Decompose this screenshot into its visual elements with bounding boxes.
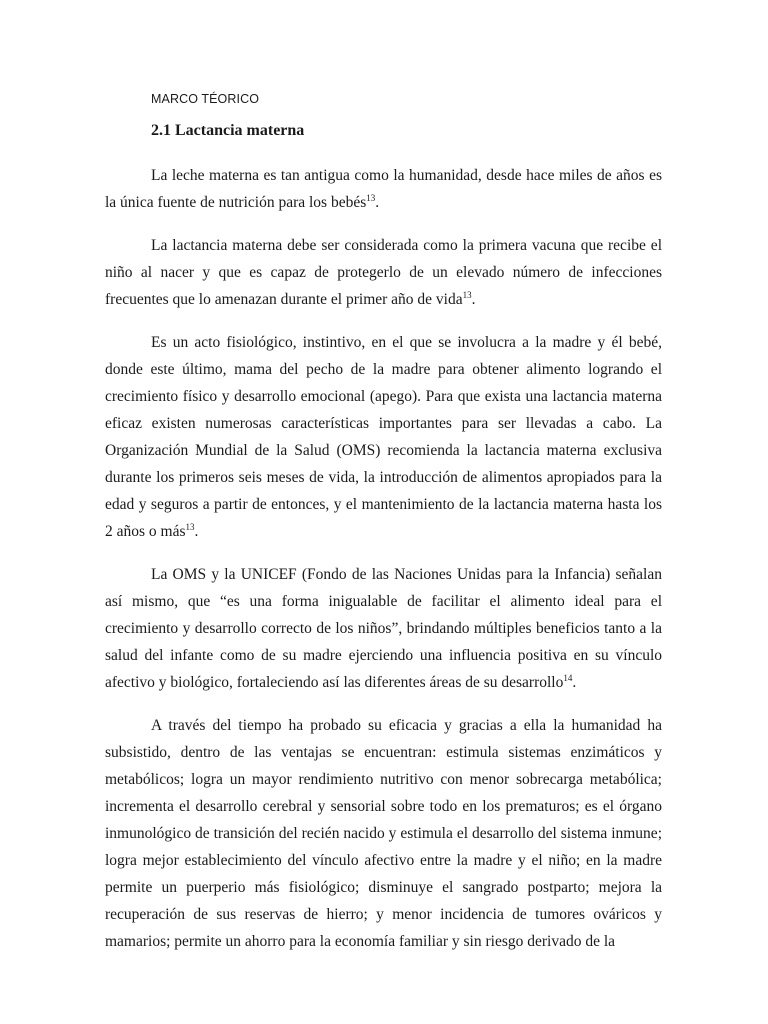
- paragraph-5: [105, 712, 662, 955]
- paragraph-end: .: [375, 194, 380, 211]
- chapter-heading: MARCO TÉORICO: [151, 92, 260, 106]
- paragraph-text: A través del tiempo ha probado su eficacia y gracias a ella la humanidad ha subsistido, dentro de las ventajas se encuentran: estimula sistemas enzimáticos y metabólicos; logra un mayor rendimiento nutritivo con menor sobrecarga metabólica; incrementa el desarrollo cerebral y sensorial sobre todo en los prematuros; es el órgano inmunológico de transición del recién nacido y estimula el desarrollo del sistema inmune; logra mejor establecimiento del vínculo afectivo entre la madre y el niño; en la madre permite un puerperio más fisiológico; disminuye el sangrado postparto; mejora la recuperación de sus reservas de hierro; y menor incidencia de tumores ováricos y mamarios; permite un ahorro para la economía familiar y sin riesgo derivado de la: [105, 717, 662, 950]
- citation-ref: 14: [563, 673, 573, 683]
- citation-ref: 13: [462, 290, 472, 300]
- paragraph-text: La OMS y la UNICEF (Fondo de las Naciones Unidas para la Infancia) señalan así mismo, que “es una forma inigualable de facilitar el alimento ideal para el crecimiento y desarrollo correcto de los niños”, brindando múltiples beneficios tanto a la salud del infante como de su madre ejerciendo una influencia positiva en su vínculo afectivo y biológico, fortaleciendo así las diferentes áreas de su desarrollo: [105, 566, 662, 691]
- paragraph-end: .: [471, 291, 476, 308]
- paragraph-text: La lactancia materna debe ser considerada como la primera vacuna que recibe el niño al nacer y que es capaz de protegerlo de un elevado número de infecciones frecuentes que lo amenazan durante el primer año de vida: [105, 237, 662, 308]
- paragraph-text: Es un acto fisiológico, instintivo, en el que se involucra a la madre y él bebé, donde este último, mama del pecho de la madre para obtener alimento logrando el crecimiento físico y desarrollo emocional (apego). Para que exista una lactancia materna eficaz existen numerosas características importantes para ser llevadas a cabo. La Organización Mundial de la Salud (OMS) recomienda la lactancia materna exclusiva durante los primeros seis meses de vida, la introducción de alimentos apropiados para la edad y seguros a partir de entonces, y el mantenimiento de la lactancia materna hasta los 2 años o más: [105, 334, 662, 540]
- paragraph-1: [105, 162, 662, 216]
- citation-ref: 13: [185, 522, 195, 532]
- paragraph-2: [105, 232, 662, 313]
- paragraph-3: [105, 329, 662, 545]
- section-heading: 2.1 Lactancia materna: [151, 122, 305, 139]
- paragraph-text: La leche materna es tan antigua como la humanidad, desde hace miles de años es la única fuente de nutrición para los bebés: [105, 167, 662, 211]
- citation-ref: 13: [366, 193, 376, 203]
- paragraph-4: [105, 561, 662, 696]
- paragraph-end: .: [194, 523, 199, 540]
- body-text: [105, 162, 662, 971]
- paragraph-end: .: [572, 674, 577, 691]
